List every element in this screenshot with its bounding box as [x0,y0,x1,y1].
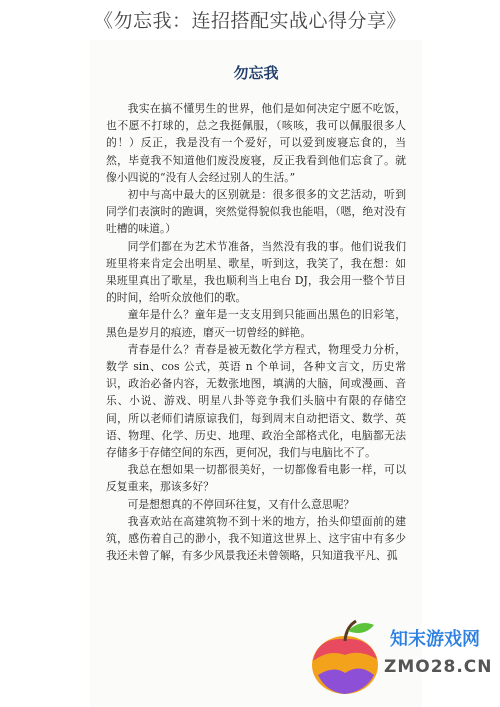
paragraph: 可是想想真的不停回环往复，又有什么意思呢？ [127,497,355,511]
paragraph: 我实在搞不懂男生的世界，他们是如何决定宁愿不吃饭，也不愿不打球的，总之我挺佩服，（咳咳，我可以佩服很多人的！）反正，我是没有一个爱好，可以爱到废寝忘食的，当然，毕竟我不知道他们废没废寝，反正我看到他们忘食了。就像小四说的“没有人会经过别人的生活。” [106,102,406,184]
paragraph: 初中与高中最大的区别就是：很多很多的文艺活动，听到同学们表演时的跑调，突然觉得貌似我也能唱，（嗯，绝对没有吐槽的味道。） [106,188,406,236]
document-title: 勿忘我 [233,64,279,82]
paragraph: 童年是什么？童年是一支支用到只能画出黑色的旧彩笔，黑色是岁月的痕迹，磨灭一切曾经的鲜艳。 [106,308,406,339]
document-body [106,100,406,564]
fruit-logo-icon [304,615,386,699]
page-title: 《勿忘我：连招搭配实战心得分享》 [93,10,406,32]
paragraph: 同学们都在为艺术节准备，当然没有我的事。他们说我们班里将来肯定会出明星、歌星，听到这，我笑了，我在想：如果班里真出了歌星，我也顺利当上电台 DJ，我会用一整个节目的时间，给听众放他们的歌。 [106,239,406,305]
watermark-site-name: 知末游戏网 [390,629,480,650]
paragraph: 我总在想如果一切都很美好，一切都像看电影一样，可以反复重来，那该多好？ [106,463,406,494]
paragraph: 青春是什么？青春是被无数化学方程式，物理受力分析，数学 sin、cos 公式，英语 n 个单词，各种文言文，历史常识，政治必备内容，无数张地图，填满的大脑，间或漫画、音乐、小说、游戏、明星八卦等竞争我们头脑中有限的存储空间，所以老师们请原谅我们，每到周末自动把语文、数学、英语、物理、化学、历史、地理、政治全部格式化，电脑都无法存储多于存储空间的东西，更何况，我们与电脑比不了。 [106,342,406,460]
site-watermark [296,605,500,707]
watermark-site-domain: ZMO28.CN [384,657,493,677]
paragraph: 我喜欢站在高建筑物不到十米的地方，抬头仰望面前的建筑，感伤着自己的渺小，我不知道这世界上、这宇宙中有多少我还未曾了解，有多少风景我还未曾领略，只知道我平凡、孤 [106,514,406,563]
